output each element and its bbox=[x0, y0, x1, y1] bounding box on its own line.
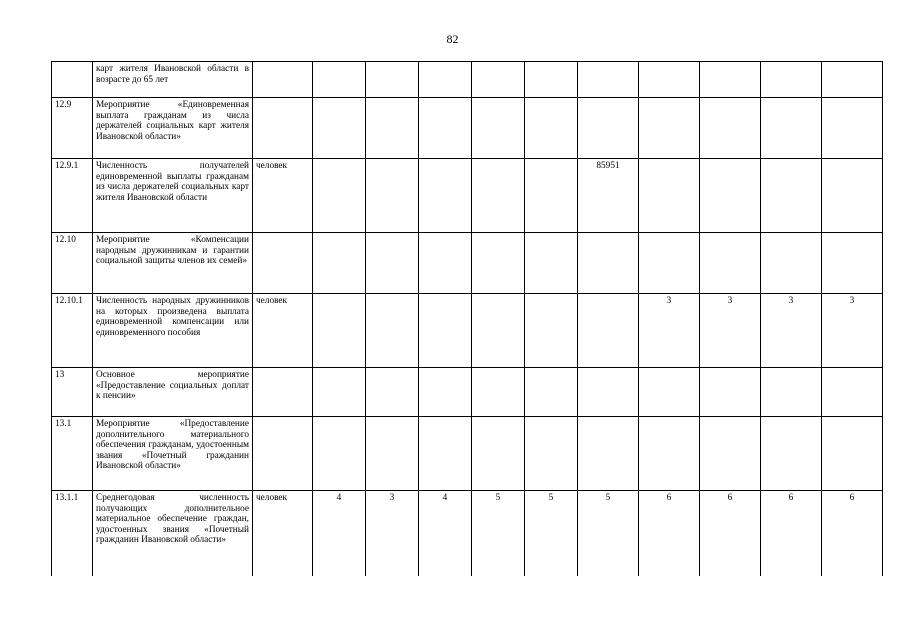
table-body bbox=[52, 62, 883, 576]
value-cell bbox=[822, 159, 883, 233]
value-cell bbox=[472, 368, 525, 417]
value-cell: 3 bbox=[761, 294, 822, 368]
value-cell bbox=[639, 62, 700, 98]
value-cell: 3 bbox=[822, 294, 883, 368]
value-cell bbox=[822, 368, 883, 417]
unit-cell bbox=[253, 368, 313, 417]
value-cell bbox=[639, 159, 700, 233]
value-cell bbox=[313, 98, 366, 159]
value-cell bbox=[700, 62, 761, 98]
unit-cell: человек bbox=[253, 159, 313, 233]
page-number: 82 bbox=[446, 32, 459, 46]
value-cell bbox=[419, 368, 472, 417]
value-cell bbox=[472, 294, 525, 368]
value-cell bbox=[761, 233, 822, 294]
value-cell bbox=[419, 98, 472, 159]
row-number-cell: 12.10.1 bbox=[52, 294, 93, 368]
value-cell bbox=[366, 294, 419, 368]
table-row bbox=[52, 491, 883, 576]
value-cell bbox=[525, 159, 578, 233]
value-cell bbox=[419, 62, 472, 98]
row-number-cell: 13 bbox=[52, 368, 93, 417]
unit-cell bbox=[253, 233, 313, 294]
indicator-table bbox=[51, 61, 883, 576]
value-cell: 3 bbox=[700, 294, 761, 368]
unit-cell: человек bbox=[253, 491, 313, 576]
value-cell bbox=[639, 98, 700, 159]
unit-cell: человек bbox=[253, 294, 313, 368]
value-cell bbox=[525, 62, 578, 98]
value-cell: 6 bbox=[761, 491, 822, 576]
value-cell bbox=[700, 233, 761, 294]
value-cell bbox=[366, 368, 419, 417]
value-cell: 5 bbox=[525, 491, 578, 576]
value-cell bbox=[578, 294, 639, 368]
value-cell: 4 bbox=[313, 491, 366, 576]
value-cell: 4 bbox=[419, 491, 472, 576]
unit-cell bbox=[253, 62, 313, 98]
table-row bbox=[52, 159, 883, 233]
row-number-cell: 12.9.1 bbox=[52, 159, 93, 233]
unit-cell bbox=[253, 98, 313, 159]
value-cell bbox=[472, 159, 525, 233]
table-row bbox=[52, 62, 883, 98]
value-cell bbox=[822, 62, 883, 98]
value-cell bbox=[578, 233, 639, 294]
value-cell bbox=[639, 233, 700, 294]
value-cell bbox=[313, 233, 366, 294]
value-cell bbox=[578, 62, 639, 98]
value-cell bbox=[419, 417, 472, 491]
value-cell bbox=[525, 417, 578, 491]
row-number-cell: 13.1.1 bbox=[52, 491, 93, 576]
indicator-name-cell: Мероприятие «Предоставление дополнительного материального обеспечения гражданам, удостоенным звания «Почетный гражданин Ивановской области» bbox=[93, 417, 253, 491]
value-cell: 6 bbox=[700, 491, 761, 576]
value-cell bbox=[366, 417, 419, 491]
value-cell bbox=[313, 62, 366, 98]
value-cell bbox=[525, 368, 578, 417]
value-cell bbox=[366, 159, 419, 233]
value-cell bbox=[761, 417, 822, 491]
value-cell bbox=[472, 62, 525, 98]
value-cell bbox=[419, 233, 472, 294]
row-number-cell: 13.1 bbox=[52, 417, 93, 491]
indicator-name-cell: Численность народных дружинников на которых произведена выплата единовременной компенсации или единовременного пособия bbox=[93, 294, 253, 368]
indicator-name-cell: Основное мероприятие «Предоставление социальных доплат к пенсии» bbox=[93, 368, 253, 417]
table-row bbox=[52, 233, 883, 294]
value-cell bbox=[639, 417, 700, 491]
indicator-name-cell: Мероприятие «Компенсации народным дружинникам и гарантии социальной защиты членов их семей» bbox=[93, 233, 253, 294]
value-cell bbox=[578, 98, 639, 159]
indicator-name-cell: Численность получателей единовременной выплаты гражданам из числа держателей социальных карт жителя Ивановской области bbox=[93, 159, 253, 233]
unit-cell bbox=[253, 417, 313, 491]
value-cell bbox=[700, 159, 761, 233]
value-cell bbox=[525, 233, 578, 294]
value-cell: 85951 bbox=[578, 159, 639, 233]
value-cell bbox=[761, 98, 822, 159]
table-row bbox=[52, 294, 883, 368]
value-cell bbox=[313, 159, 366, 233]
value-cell bbox=[761, 62, 822, 98]
value-cell: 3 bbox=[366, 491, 419, 576]
value-cell bbox=[822, 233, 883, 294]
value-cell bbox=[700, 417, 761, 491]
value-cell bbox=[700, 98, 761, 159]
value-cell bbox=[822, 417, 883, 491]
value-cell: 6 bbox=[822, 491, 883, 576]
value-cell bbox=[313, 417, 366, 491]
row-number-cell: 12.9 bbox=[52, 98, 93, 159]
row-number-cell bbox=[52, 62, 93, 98]
value-cell bbox=[525, 98, 578, 159]
value-cell: 3 bbox=[639, 294, 700, 368]
indicator-name-cell: Мероприятие «Единовременная выплата гражданам из числа держателей социальных карт жителя Ивановской области» bbox=[93, 98, 253, 159]
value-cell bbox=[578, 417, 639, 491]
value-cell bbox=[313, 294, 366, 368]
value-cell bbox=[472, 98, 525, 159]
indicator-name-cell: Среднегодовая численность получающих дополнительное материальное обеспечение граждан, удостоенных звания «Почетный гражданин Ивановской области» bbox=[93, 491, 253, 576]
value-cell bbox=[822, 98, 883, 159]
value-cell bbox=[366, 62, 419, 98]
value-cell bbox=[472, 417, 525, 491]
value-cell bbox=[761, 368, 822, 417]
table-row bbox=[52, 368, 883, 417]
row-number-cell: 12.10 bbox=[52, 233, 93, 294]
value-cell bbox=[366, 98, 419, 159]
value-cell bbox=[578, 368, 639, 417]
value-cell bbox=[419, 159, 472, 233]
value-cell bbox=[761, 159, 822, 233]
value-cell bbox=[639, 368, 700, 417]
value-cell bbox=[472, 233, 525, 294]
value-cell: 5 bbox=[472, 491, 525, 576]
table-row bbox=[52, 98, 883, 159]
value-cell bbox=[313, 368, 366, 417]
value-cell: 6 bbox=[639, 491, 700, 576]
value-cell: 5 bbox=[578, 491, 639, 576]
indicator-name-cell: карт жителя Ивановской области в возрасте до 65 лет bbox=[93, 62, 253, 98]
value-cell bbox=[366, 233, 419, 294]
table-row bbox=[52, 417, 883, 491]
value-cell bbox=[700, 368, 761, 417]
value-cell bbox=[525, 294, 578, 368]
value-cell bbox=[419, 294, 472, 368]
